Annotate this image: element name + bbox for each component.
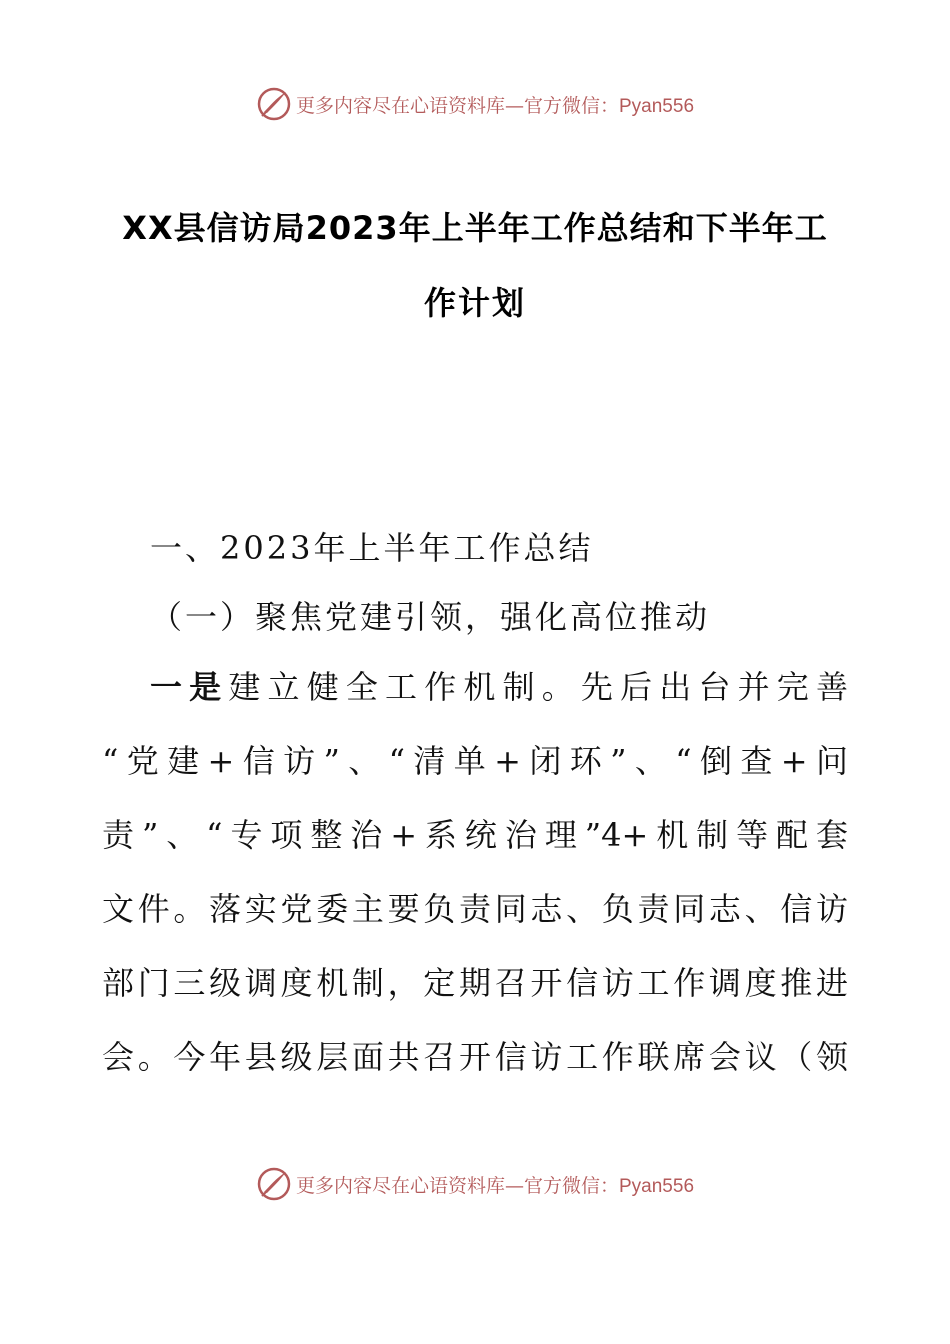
watermark-text: 更多内容尽在心语资料库—官方微信：Pyan556	[295, 1174, 695, 1197]
document-title-line-2: 作计划	[423, 284, 526, 322]
quill-logo-icon	[256, 1166, 292, 1202]
document-title-line-1: XX县信访局2023年上半年工作总结和下半年工	[122, 209, 828, 247]
paragraph-lead-bold: 一是	[150, 668, 229, 706]
watermark-header	[0, 82, 950, 126]
watermark-footer	[0, 1162, 950, 1206]
paragraph-line-5: 部门三级调度机制，定期召开信访工作调度推进	[102, 964, 848, 1002]
paragraph-line-6: 会。今年县级层面共召开信访工作联席会议（领	[102, 1038, 848, 1076]
section-heading-1: 一、2023年上半年工作总结	[150, 529, 594, 567]
paragraph-line-1	[150, 662, 848, 708]
paragraph-line-3: 责”、“专项整治+系统治理”4+机制等配套	[102, 816, 848, 854]
wechat-id: Pyan556	[619, 95, 695, 117]
watermark-text: 更多内容尽在心语资料库—官方微信：Pyan556	[295, 94, 695, 117]
paragraph-line-4: 文件。落实党委主要负责同志、负责同志、信访	[102, 890, 848, 928]
subsection-heading-1: （一）聚焦党建引领，强化高位推动	[150, 598, 711, 636]
quill-logo-icon	[256, 86, 292, 122]
paragraph-line-2: “党建+信访”、“清单+闭环”、“倒查+问	[102, 742, 848, 780]
paragraph-line-1-text: 建立健全工作机制。先后出台并完善	[228, 668, 848, 706]
wechat-id: Pyan556	[619, 1175, 695, 1197]
